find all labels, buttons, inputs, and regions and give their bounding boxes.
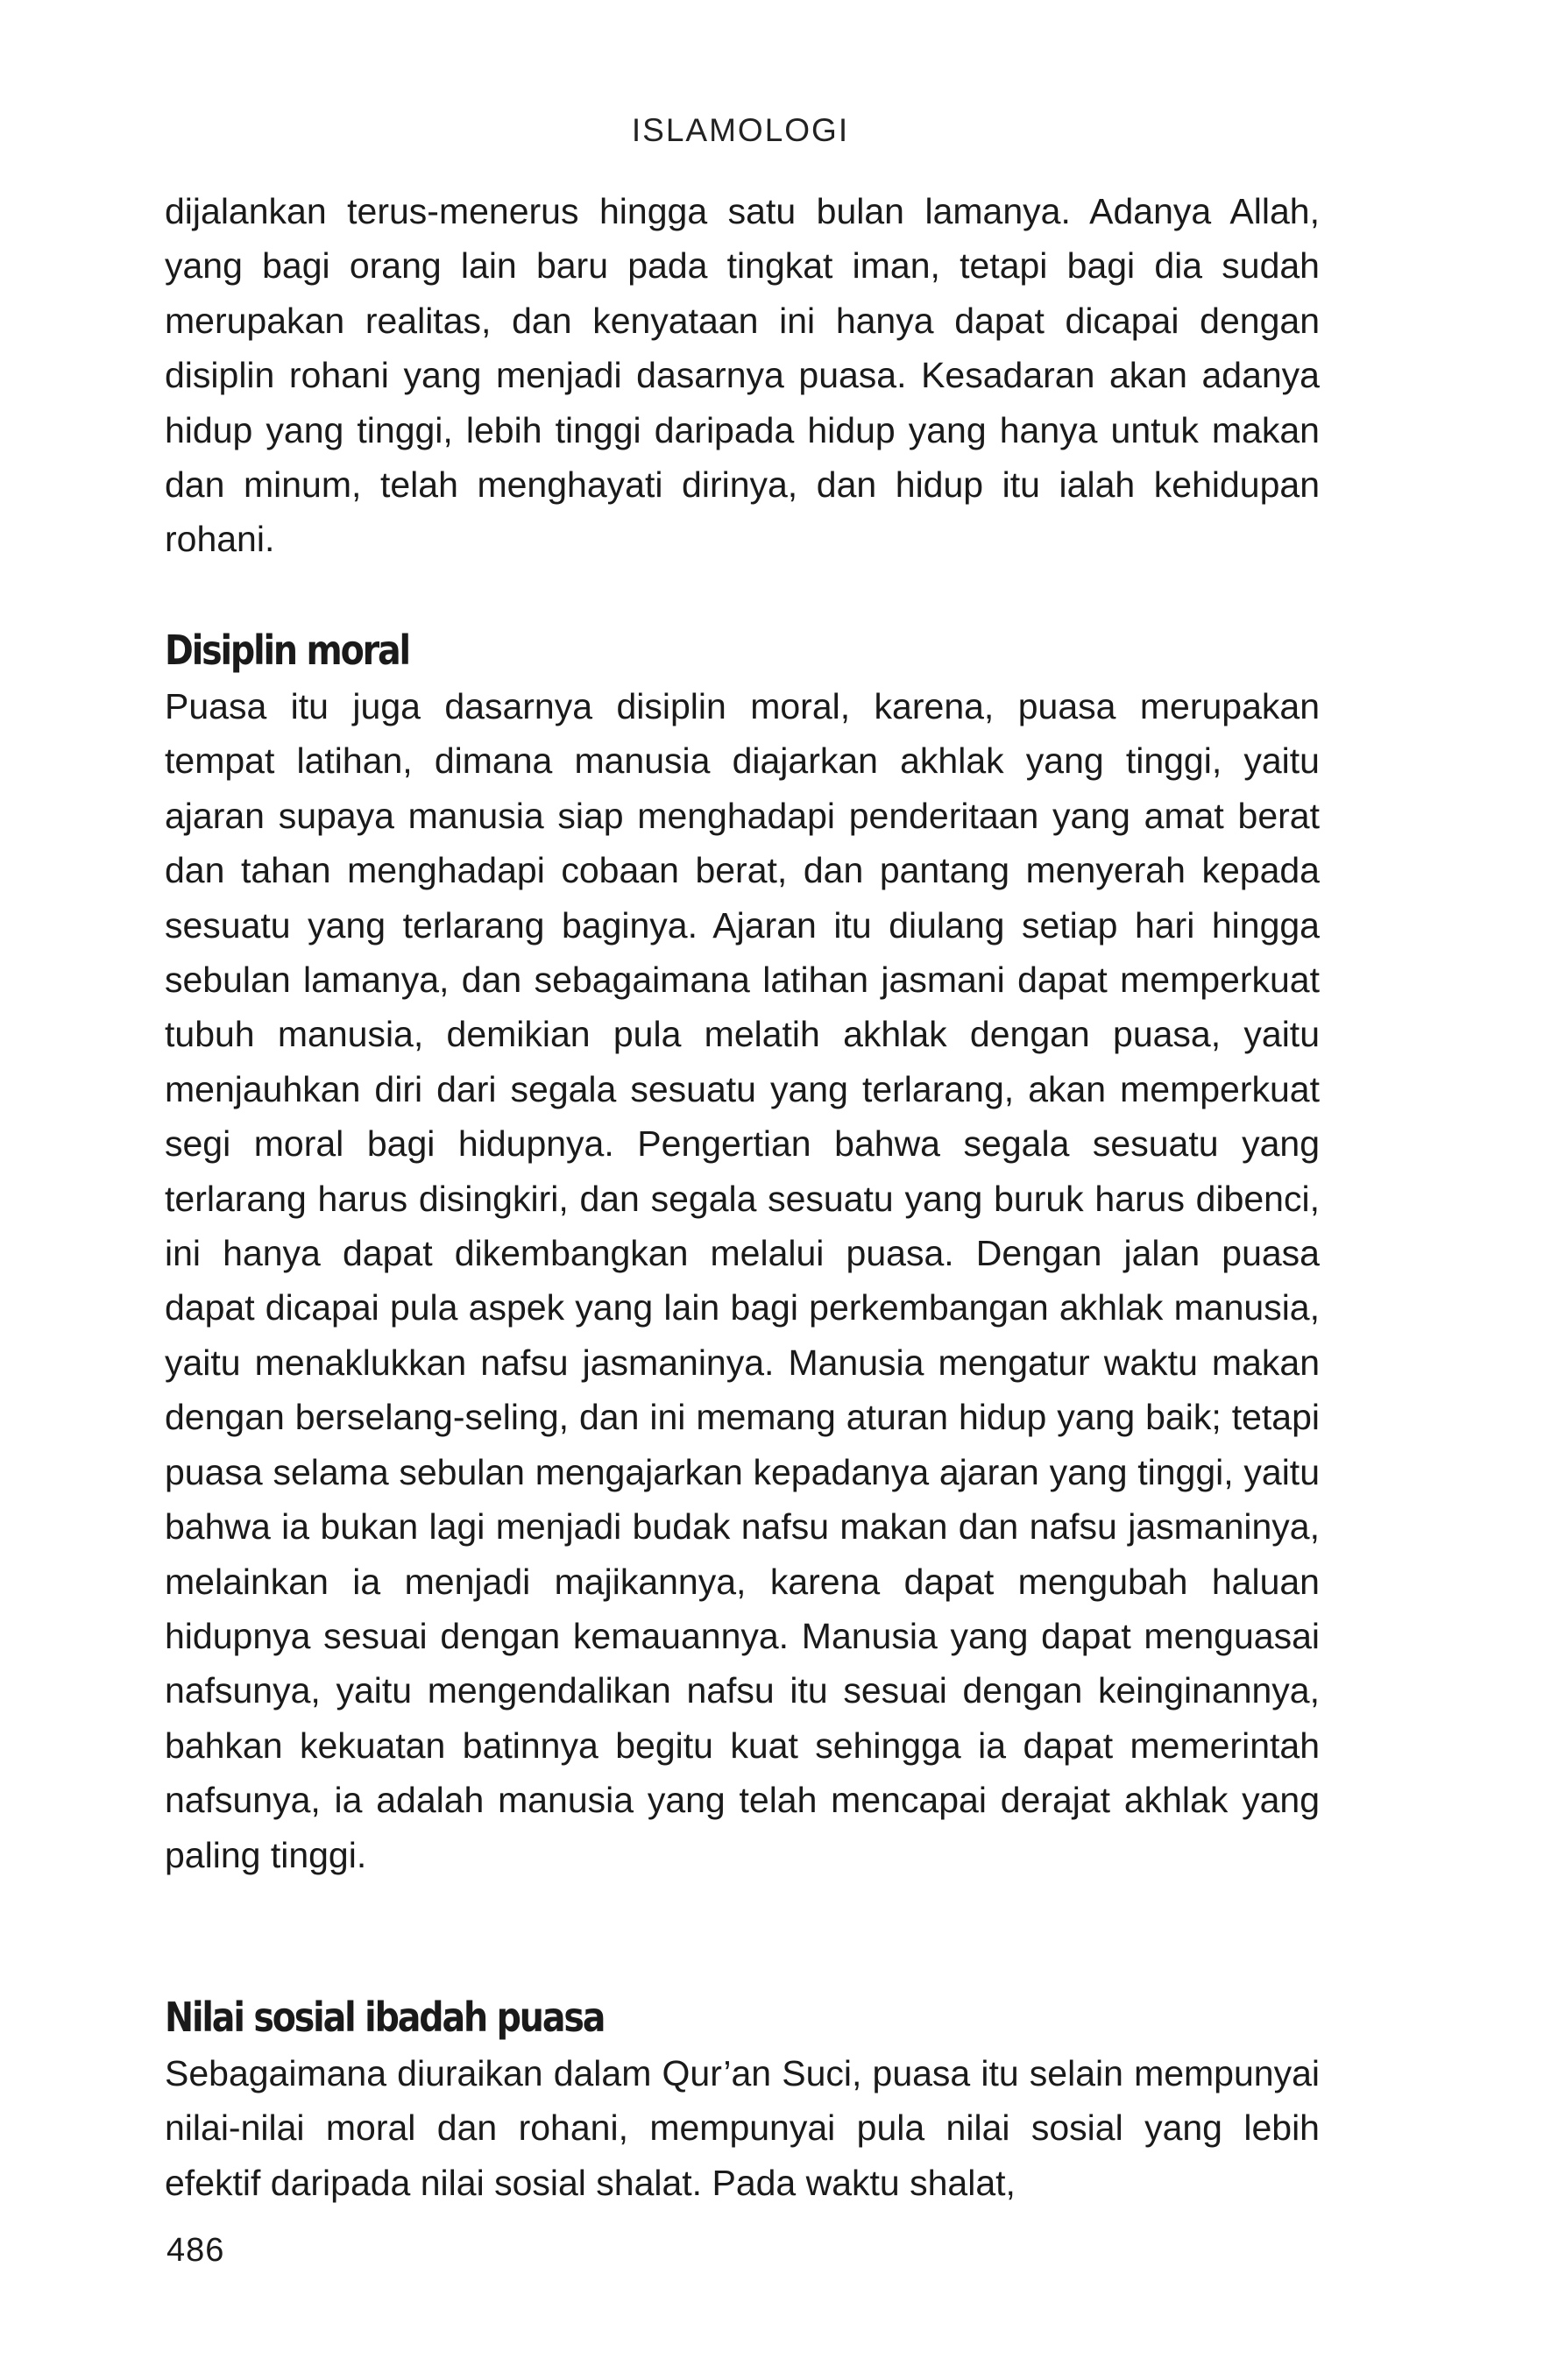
body-paragraph-1	[165, 184, 1320, 567]
page-number: 486	[166, 2232, 225, 2269]
running-head: ISLAMOLOGI	[631, 112, 850, 148]
body-paragraph-2	[165, 679, 1320, 1882]
section-heading-nilai-sosial: Nilai sosial ibadah puasa	[165, 1994, 605, 2041]
section-heading-disiplin-moral: Disiplin moral	[165, 627, 409, 674]
body-paragraph-3	[165, 2046, 1320, 2210]
paragraph-text: dijalankan terus-menerus hingga satu bulan lamanya. Adanya Allah, yang bagi orang lain baru pada tingkat iman, tetapi bagi dia sudah merupakan realitas, dan kenyataan ini hanya dapat dicapai dengan disiplin rohani yang menjadi dasarnya puasa. Kesadaran akan adanya hidup yang tinggi, lebih tinggi daripada hidup yang hanya untuk makan dan minum, telah menghayati dirinya, dan hidup itu ialah kehidupan rohani.	[165, 191, 1320, 560]
paragraph-text: Puasa itu juga dasarnya disiplin moral, karena, puasa merupakan tempat latihan, dimana manusia diajarkan akhlak yang tinggi, yaitu ajaran supaya manusia siap menghadapi penderitaan yang amat berat dan tahan menghadapi cobaan berat, dan pantang menyerah kepada sesuatu yang terlarang baginya. Ajaran itu diulang setiap hari hingga sebulan lamanya, dan sebagaimana latihan jasmani dapat memperkuat tubuh manusia, demikian pula melatih akhlak dengan puasa, yaitu menjauhkan diri dari segala sesuatu yang terlarang, akan memperkuat segi moral bagi hidupnya. Pengertian bahwa segala sesuatu yang terlarang harus disingkiri, dan segala sesuatu yang buruk harus dibenci, ini hanya dapat dikembangkan melalui puasa. Dengan jalan puasa dapat dicapai pula aspek yang lain bagi perkembangan akhlak manusia, yaitu menaklukkan nafsu jasmaninya. Manusia mengatur waktu makan dengan berselang-seling, dan ini memang aturan hidup yang baik; tetapi puasa selama sebulan mengajarkan kepadanya ajaran yang tinggi, yaitu bahwa ia bukan lagi menjadi budak nafsu makan dan nafsu jasmaninya, melainkan ia menjadi majikannya, karena dapat mengubah haluan hidupnya sesuai dengan kemauannya. Manusia yang dapat menguasai nafsunya, yaitu mengendalikan nafsu itu sesuai dengan keinginannya, bahkan kekuatan batinnya begitu kuat sehingga ia dapat memerintah nafsunya, ia adalah manusia yang telah mencapai derajat akhlak yang paling tinggi.	[165, 686, 1320, 1875]
paragraph-text: Sebagaimana diuraikan dalam Qur’an Suci, puasa itu selain mempunyai nilai-nilai moral dan rohani, mempunyai pula nilai sosial yang lebih efektif daripada nilai sosial shalat. Pada waktu shalat,	[165, 2053, 1320, 2203]
